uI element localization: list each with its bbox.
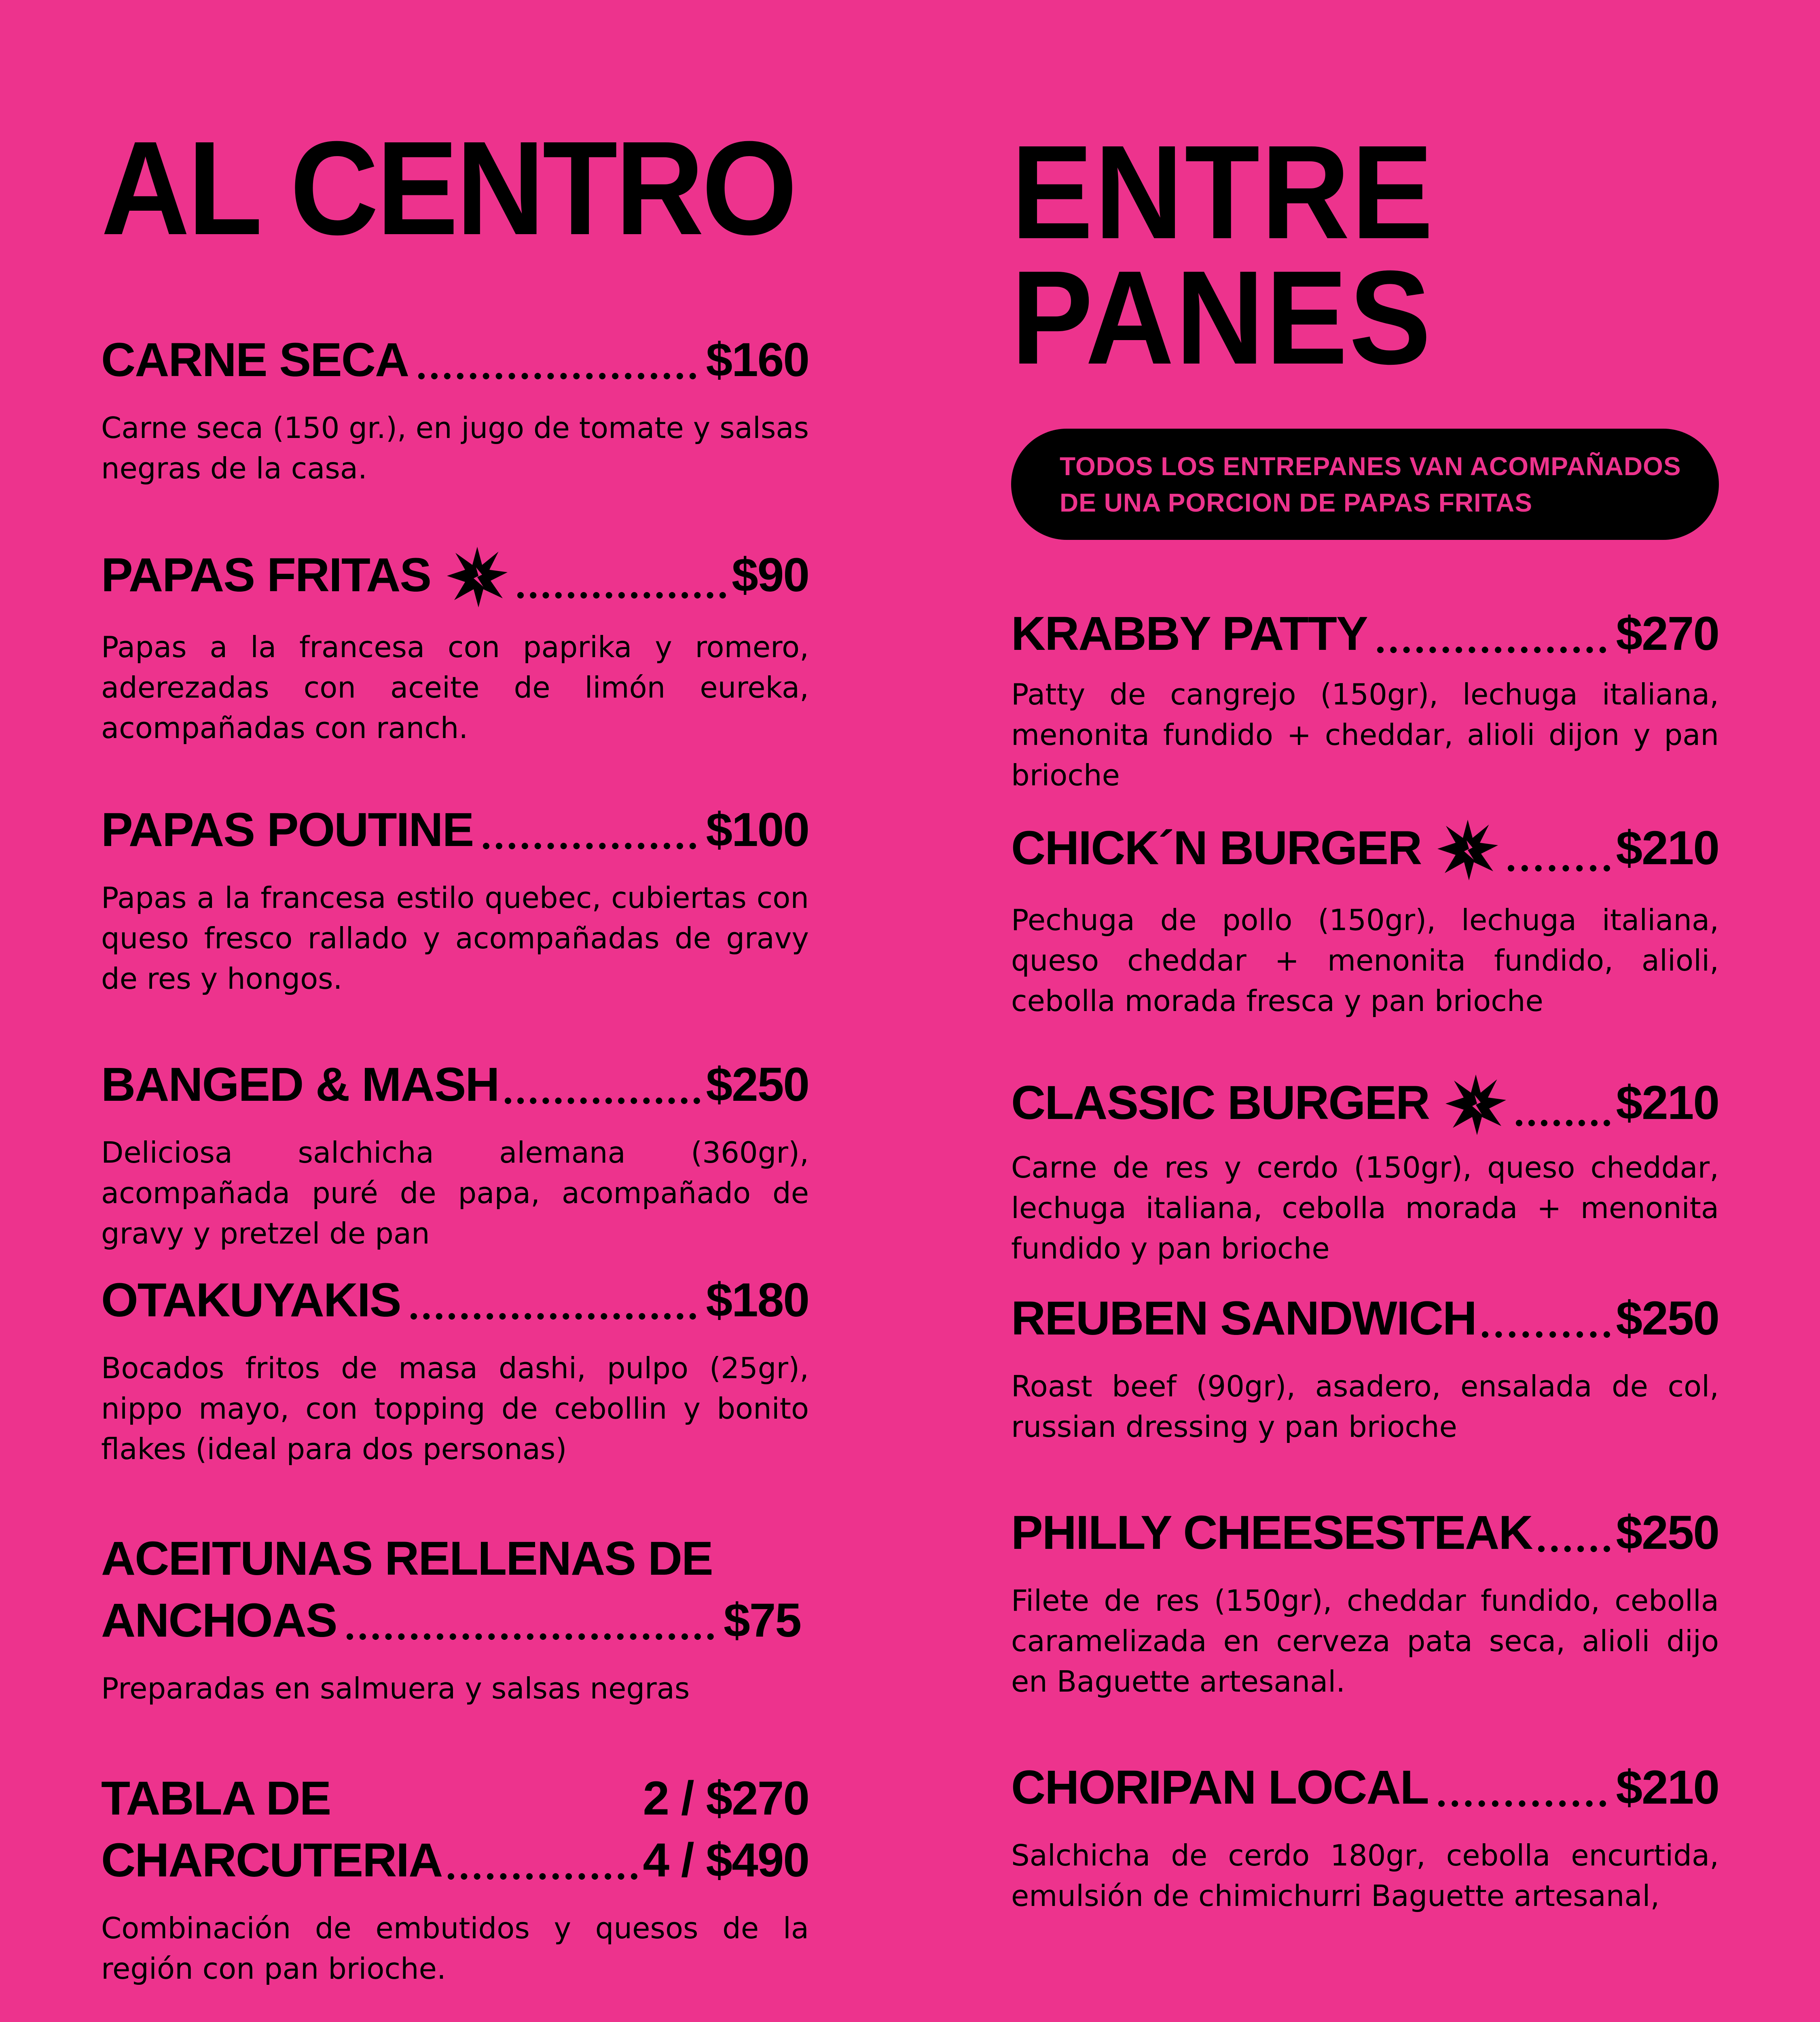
item-price: $210 xyxy=(1616,821,1719,875)
item-name: PHILLY CHEESESTEAK xyxy=(1011,1506,1532,1559)
leader-dots xyxy=(347,1633,714,1640)
item-price: $250 xyxy=(1616,1506,1719,1559)
menu-item-chickn-burger xyxy=(1011,820,1719,1021)
burst-star-icon xyxy=(443,547,512,607)
item-description: Patty de cangrejo (150gr), lechuga italiana, menonita fundido + cheddar, alioli dijon y pan brioche xyxy=(1011,677,1719,792)
item-name-line2: CHARCUTERIA xyxy=(101,1834,442,1887)
notice-line: TODOS LOS ENTREPANES VAN ACOMPAÑADOS xyxy=(1060,452,1681,481)
menu-item-papas-fritas xyxy=(101,547,809,748)
menu-item-aceitunas xyxy=(101,1525,809,1709)
item-name-line1: ACEITUNAS RELLENAS DE xyxy=(101,1532,713,1585)
item-price: $180 xyxy=(706,1273,809,1327)
item-description: Deliciosa salchicha alemana (360gr), acompañada puré de papa, acompañado de gravy y pretzel de pan xyxy=(101,1136,809,1250)
menu-item-choripan-local xyxy=(1011,1759,1719,1916)
item-name: CHORIPAN LOCAL xyxy=(1011,1761,1428,1814)
leader-dots xyxy=(1516,1120,1610,1126)
leader-dots xyxy=(1438,1800,1606,1807)
item-name: PAPAS FRITAS xyxy=(101,548,431,602)
leader-dots xyxy=(1508,865,1610,871)
menu-item-krabby-patty xyxy=(1011,605,1719,795)
item-name: REUBEN SANDWICH xyxy=(1011,1292,1476,1345)
item-name: BANGED & MASH xyxy=(101,1058,499,1111)
item-description: Salchicha de cerdo 180gr, cebolla encurtida, emulsión de chimichurri Baguette artesanal, xyxy=(1011,1838,1719,1913)
notice-badge xyxy=(1011,429,1719,540)
menu-item-reuben-sandwich xyxy=(1011,1290,1719,1447)
item-price: $75 xyxy=(724,1594,801,1647)
burst-star-icon xyxy=(1433,820,1502,880)
notice-line: DE UNA PORCION DE PAPAS FRITAS xyxy=(1060,488,1533,517)
item-price: $250 xyxy=(706,1058,809,1111)
menu-item-papas-poutine xyxy=(101,802,809,999)
item-name: KRABBY PATTY xyxy=(1011,607,1367,660)
menu-item-classic-burger xyxy=(1011,1074,1719,1269)
item-price-large: 4 / $490 xyxy=(643,1834,809,1887)
item-name-line1: TABLA DE xyxy=(101,1772,331,1825)
leader-dots xyxy=(448,1873,637,1880)
item-price: $210 xyxy=(1616,1761,1719,1814)
menu-item-carne-seca xyxy=(101,332,809,489)
item-description: Bocados fritos de masa dashi, pulpo (25gr), nippo mayo, con topping de cebollin y bonito flakes (ideal para dos personas) xyxy=(101,1351,809,1466)
menu-item-banged-mash xyxy=(101,1056,809,1254)
menu-item-philly-cheesesteak xyxy=(1011,1504,1719,1702)
item-price: $210 xyxy=(1616,1076,1719,1129)
item-description: Roast beef (90gr), asadero, ensalada de col, russian dressing y pan brioche xyxy=(1011,1369,1719,1444)
item-description: Combinación de embutidos y quesos de la región con pan brioche. xyxy=(101,1911,809,1986)
menu-item-otakuyakis xyxy=(101,1272,809,1469)
item-price: $100 xyxy=(706,803,809,857)
title-line: PANES xyxy=(1011,243,1433,392)
section-title-entre-panes xyxy=(1011,117,1435,392)
item-price: $250 xyxy=(1616,1292,1719,1345)
item-description: Papas a la francesa con paprika y romero, aderezadas con aceite de limón eureka, acompañadas con ranch. xyxy=(101,630,809,745)
item-name: CLASSIC BURGER xyxy=(1011,1076,1430,1129)
leader-dots xyxy=(418,373,696,379)
item-price: $160 xyxy=(706,333,809,387)
item-description: Papas a la francesa estilo quebec, cubiertas con queso fresco rallado y acompañadas de gravy de res y hongos. xyxy=(101,881,809,996)
leader-dots xyxy=(505,1098,700,1104)
item-description: Filete de res (150gr), cheddar fundido, cebolla caramelizada en cerveza pata seca, alioli dijo en Baguette artesanal. xyxy=(1011,1584,1719,1698)
item-description: Preparadas en salmuera y salsas negras xyxy=(101,1671,690,1705)
leader-dots xyxy=(483,843,696,849)
title-line: ENTRE xyxy=(1011,117,1435,266)
menu-item-tabla-charcuteria xyxy=(101,1765,809,1989)
item-description: Carne seca (150 gr.), en jugo de tomate y salsas negras de la casa. xyxy=(101,411,809,485)
item-price-small: 2 / $270 xyxy=(643,1772,809,1825)
item-name: PAPAS POUTINE xyxy=(101,803,474,857)
leader-dots xyxy=(517,592,726,599)
item-name: OTAKUYAKIS xyxy=(101,1273,401,1327)
item-description: Carne de res y cerdo (150gr), queso cheddar, lechuga italiana, cebolla morada + menonita fundido y pan brioche xyxy=(1011,1151,1719,1265)
section-title-al-centro: AL CENTRO xyxy=(101,113,795,262)
burst-star-icon xyxy=(1441,1074,1510,1135)
leader-dots xyxy=(1538,1546,1610,1552)
item-price: $90 xyxy=(732,548,809,602)
leader-dots xyxy=(411,1313,696,1320)
item-description: Pechuga de pollo (150gr), lechuga italiana, queso cheddar + menonita fundido, alioli, cebolla morada fresca y pan brioche xyxy=(1011,903,1719,1018)
item-name-line2: ANCHOAS xyxy=(101,1594,337,1647)
item-name: CARNE SECA xyxy=(101,333,409,387)
item-price: $270 xyxy=(1616,607,1719,660)
leader-dots xyxy=(1377,647,1606,653)
leader-dots xyxy=(1482,1331,1610,1338)
item-name: CHICK´N BURGER xyxy=(1011,821,1422,875)
